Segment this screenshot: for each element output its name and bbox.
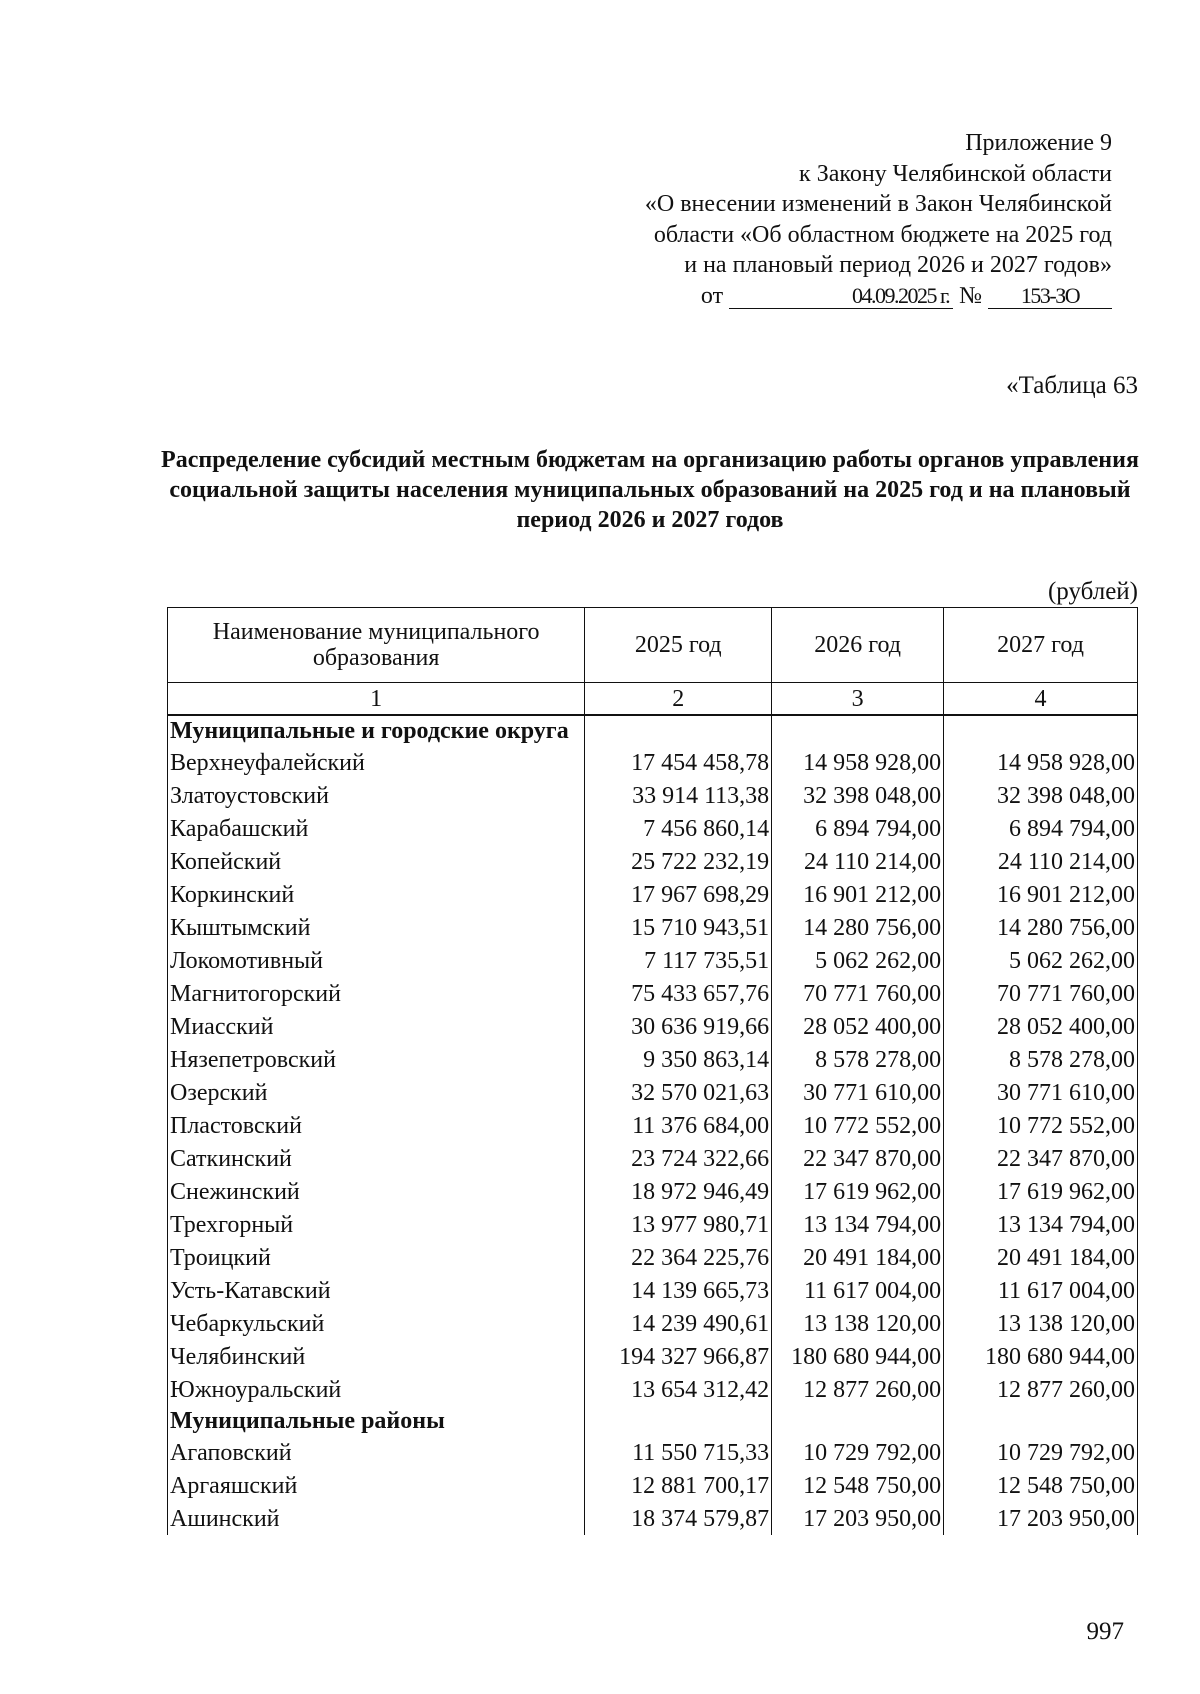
column-header-2027: 2027 год xyxy=(944,608,1138,683)
table-row xyxy=(168,1469,1138,1502)
municipality-name: Саткинский xyxy=(168,1142,585,1175)
municipality-name: Коркинский xyxy=(168,878,585,911)
amount-2026: 180 680 944,00 xyxy=(772,1340,944,1373)
municipality-name: Нязепетровский xyxy=(168,1043,585,1076)
municipality-name: Троицкий xyxy=(168,1241,585,1274)
municipality-name: Аргаяшский xyxy=(168,1469,585,1502)
amount-2027: 16 901 212,00 xyxy=(944,878,1138,911)
amount-2027: 6 894 794,00 xyxy=(944,812,1138,845)
amount-2027: 20 491 184,00 xyxy=(944,1241,1138,1274)
column-number: 4 xyxy=(944,683,1138,716)
amount-2027: 17 203 950,00 xyxy=(944,1502,1138,1535)
amount-2026: 24 110 214,00 xyxy=(772,845,944,878)
amount-2025: 75 433 657,76 xyxy=(585,977,772,1010)
municipality-name: Копейский xyxy=(168,845,585,878)
table-row xyxy=(168,1010,1138,1043)
empty-cell xyxy=(585,715,772,746)
amount-2027: 22 347 870,00 xyxy=(944,1142,1138,1175)
municipality-name: Агаповский xyxy=(168,1436,585,1469)
table-row xyxy=(168,746,1138,779)
amount-2027: 5 062 262,00 xyxy=(944,944,1138,977)
municipality-name: Южноуральский xyxy=(168,1373,585,1406)
appendix-line: и на плановый период 2026 и 2027 годов» xyxy=(684,252,1112,278)
table-row xyxy=(168,1109,1138,1142)
municipality-name: Миасский xyxy=(168,1010,585,1043)
amount-2025: 15 710 943,51 xyxy=(585,911,772,944)
law-number: 153-ЗО xyxy=(988,284,1112,309)
appendix-line: к Закону Челябинской области xyxy=(799,160,1112,187)
municipality-name: Снежинский xyxy=(168,1175,585,1208)
amount-2027: 11 617 004,00 xyxy=(944,1274,1138,1307)
law-date: 04.09.2025 г. xyxy=(729,284,953,309)
municipality-name: Ашинский xyxy=(168,1502,585,1535)
amount-2025: 25 722 232,19 xyxy=(585,845,772,878)
table-header-row xyxy=(168,608,1138,683)
amount-2027: 180 680 944,00 xyxy=(944,1340,1138,1373)
table-row xyxy=(168,1340,1138,1373)
municipality-name: Чебаркульский xyxy=(168,1307,585,1340)
column-header-2026: 2026 год xyxy=(772,608,944,683)
appendix-header xyxy=(645,128,1112,311)
from-label: от xyxy=(700,282,724,309)
empty-cell xyxy=(585,1406,772,1436)
amount-2025: 7 456 860,14 xyxy=(585,812,772,845)
amount-2026: 14 280 756,00 xyxy=(772,911,944,944)
appendix-line: «О внесении изменений в Закон Челябинской xyxy=(644,191,1112,217)
amount-2025: 13 654 312,42 xyxy=(585,1373,772,1406)
amount-2026: 12 877 260,00 xyxy=(772,1373,944,1406)
municipality-name: Челябинский xyxy=(168,1340,585,1373)
table-row xyxy=(168,812,1138,845)
empty-cell xyxy=(772,715,944,746)
amount-2027: 13 134 794,00 xyxy=(944,1208,1138,1241)
amount-2026: 16 901 212,00 xyxy=(772,878,944,911)
table-row xyxy=(168,878,1138,911)
amount-2027: 8 578 278,00 xyxy=(944,1043,1138,1076)
table-label: «Таблица 63 xyxy=(1006,372,1138,399)
table-row xyxy=(168,1502,1138,1535)
municipality-name: Пластовский xyxy=(168,1109,585,1142)
amount-2025: 194 327 966,87 xyxy=(585,1340,772,1373)
amount-2026: 20 491 184,00 xyxy=(772,1241,944,1274)
amount-2026: 30 771 610,00 xyxy=(772,1076,944,1109)
amount-2026: 22 347 870,00 xyxy=(772,1142,944,1175)
empty-cell xyxy=(772,1406,944,1436)
amount-2027: 12 548 750,00 xyxy=(944,1469,1138,1502)
municipality-name: Озерский xyxy=(168,1076,585,1109)
amount-2026: 5 062 262,00 xyxy=(772,944,944,977)
amount-2025: 9 350 863,14 xyxy=(585,1043,772,1076)
amount-2026: 13 134 794,00 xyxy=(772,1208,944,1241)
amount-2025: 33 914 113,38 xyxy=(585,779,772,812)
municipality-name: Локомотивный xyxy=(168,944,585,977)
amount-2025: 30 636 919,66 xyxy=(585,1010,772,1043)
document-title: Распределение субсидий местным бюджетам на организацию работы органов управления социальной защиты населения муниципальных образований на 2025 год и на плановый период 2026 и 2027 годов xyxy=(161,447,1139,533)
amount-2026: 17 619 962,00 xyxy=(772,1175,944,1208)
table-row xyxy=(168,1241,1138,1274)
amount-2026: 32 398 048,00 xyxy=(772,779,944,812)
amount-2026: 70 771 760,00 xyxy=(772,977,944,1010)
appendix-line: области «Об областном бюджете на 2025 год xyxy=(653,221,1112,248)
table-row xyxy=(168,944,1138,977)
municipality-name: Магнитогорский xyxy=(168,977,585,1010)
amount-2025: 13 977 980,71 xyxy=(585,1208,772,1241)
amount-2025: 23 724 322,66 xyxy=(585,1142,772,1175)
municipality-name: Кыштымский xyxy=(168,911,585,944)
amount-2025: 32 570 021,63 xyxy=(585,1076,772,1109)
table-row xyxy=(168,1373,1138,1406)
amount-2026: 11 617 004,00 xyxy=(772,1274,944,1307)
column-number: 2 xyxy=(585,683,772,716)
table-body xyxy=(168,715,1138,1535)
amount-2027: 10 772 552,00 xyxy=(944,1109,1138,1142)
table-row xyxy=(168,1436,1138,1469)
municipality-name: Карабашский xyxy=(168,812,585,845)
column-number: 1 xyxy=(168,683,585,716)
amount-2027: 30 771 610,00 xyxy=(944,1076,1138,1109)
table-row xyxy=(168,911,1138,944)
amount-2025: 14 139 665,73 xyxy=(585,1274,772,1307)
municipality-name: Трехгорный xyxy=(168,1208,585,1241)
amount-2027: 14 280 756,00 xyxy=(944,911,1138,944)
amount-2027: 32 398 048,00 xyxy=(944,779,1138,812)
amount-2027: 70 771 760,00 xyxy=(944,977,1138,1010)
number-label: № xyxy=(959,282,982,309)
amount-2025: 18 972 946,49 xyxy=(585,1175,772,1208)
amount-2026: 6 894 794,00 xyxy=(772,812,944,845)
table-row xyxy=(168,1142,1138,1175)
subsidy-table xyxy=(167,607,1138,1535)
section-row xyxy=(168,1406,1138,1436)
amount-2027: 10 729 792,00 xyxy=(944,1436,1138,1469)
amount-2027: 14 958 928,00 xyxy=(944,746,1138,779)
amount-2026: 28 052 400,00 xyxy=(772,1010,944,1043)
section-title: Муниципальные районы xyxy=(168,1406,585,1436)
table-row xyxy=(168,1076,1138,1109)
column-header-name: Наименование муниципального образования xyxy=(168,608,585,683)
amount-2026: 14 958 928,00 xyxy=(772,746,944,779)
law-reference xyxy=(645,281,1112,312)
amount-2025: 11 550 715,33 xyxy=(585,1436,772,1469)
table-row xyxy=(168,1274,1138,1307)
table-row xyxy=(168,977,1138,1010)
table-row xyxy=(168,779,1138,812)
amount-2027: 24 110 214,00 xyxy=(944,845,1138,878)
amount-2025: 11 376 684,00 xyxy=(585,1109,772,1142)
amount-2025: 18 374 579,87 xyxy=(585,1502,772,1535)
column-number: 3 xyxy=(772,683,944,716)
municipality-name: Златоустовский xyxy=(168,779,585,812)
amount-2026: 10 772 552,00 xyxy=(772,1109,944,1142)
amount-2026: 10 729 792,00 xyxy=(772,1436,944,1469)
amount-2025: 22 364 225,76 xyxy=(585,1241,772,1274)
amount-2026: 8 578 278,00 xyxy=(772,1043,944,1076)
amount-2027: 17 619 962,00 xyxy=(944,1175,1138,1208)
amount-2025: 14 239 490,61 xyxy=(585,1307,772,1340)
amount-2025: 7 117 735,51 xyxy=(585,944,772,977)
column-header-2025: 2025 год xyxy=(585,608,772,683)
amount-2026: 17 203 950,00 xyxy=(772,1502,944,1535)
section-title: Муниципальные и городские округа xyxy=(168,715,585,746)
amount-2026: 12 548 750,00 xyxy=(772,1469,944,1502)
amount-2025: 17 454 458,78 xyxy=(585,746,772,779)
empty-cell xyxy=(944,715,1138,746)
table-row xyxy=(168,1043,1138,1076)
municipality-name: Верхнеуфалейский xyxy=(168,746,585,779)
page-number: 997 xyxy=(1086,1618,1124,1645)
table-row xyxy=(168,1307,1138,1340)
amount-2025: 12 881 700,17 xyxy=(585,1469,772,1502)
table-row xyxy=(168,1208,1138,1241)
amount-2027: 12 877 260,00 xyxy=(944,1373,1138,1406)
municipality-name: Усть-Катавский xyxy=(168,1274,585,1307)
units-label: (рублей) xyxy=(1047,578,1138,605)
appendix-line: Приложение 9 xyxy=(965,130,1112,156)
column-number-row xyxy=(168,683,1138,716)
amount-2027: 13 138 120,00 xyxy=(944,1307,1138,1340)
amount-2027: 28 052 400,00 xyxy=(944,1010,1138,1043)
section-row xyxy=(168,715,1138,746)
amount-2025: 17 967 698,29 xyxy=(585,878,772,911)
amount-2026: 13 138 120,00 xyxy=(772,1307,944,1340)
empty-cell xyxy=(944,1406,1138,1436)
table-row xyxy=(168,845,1138,878)
table-row xyxy=(168,1175,1138,1208)
